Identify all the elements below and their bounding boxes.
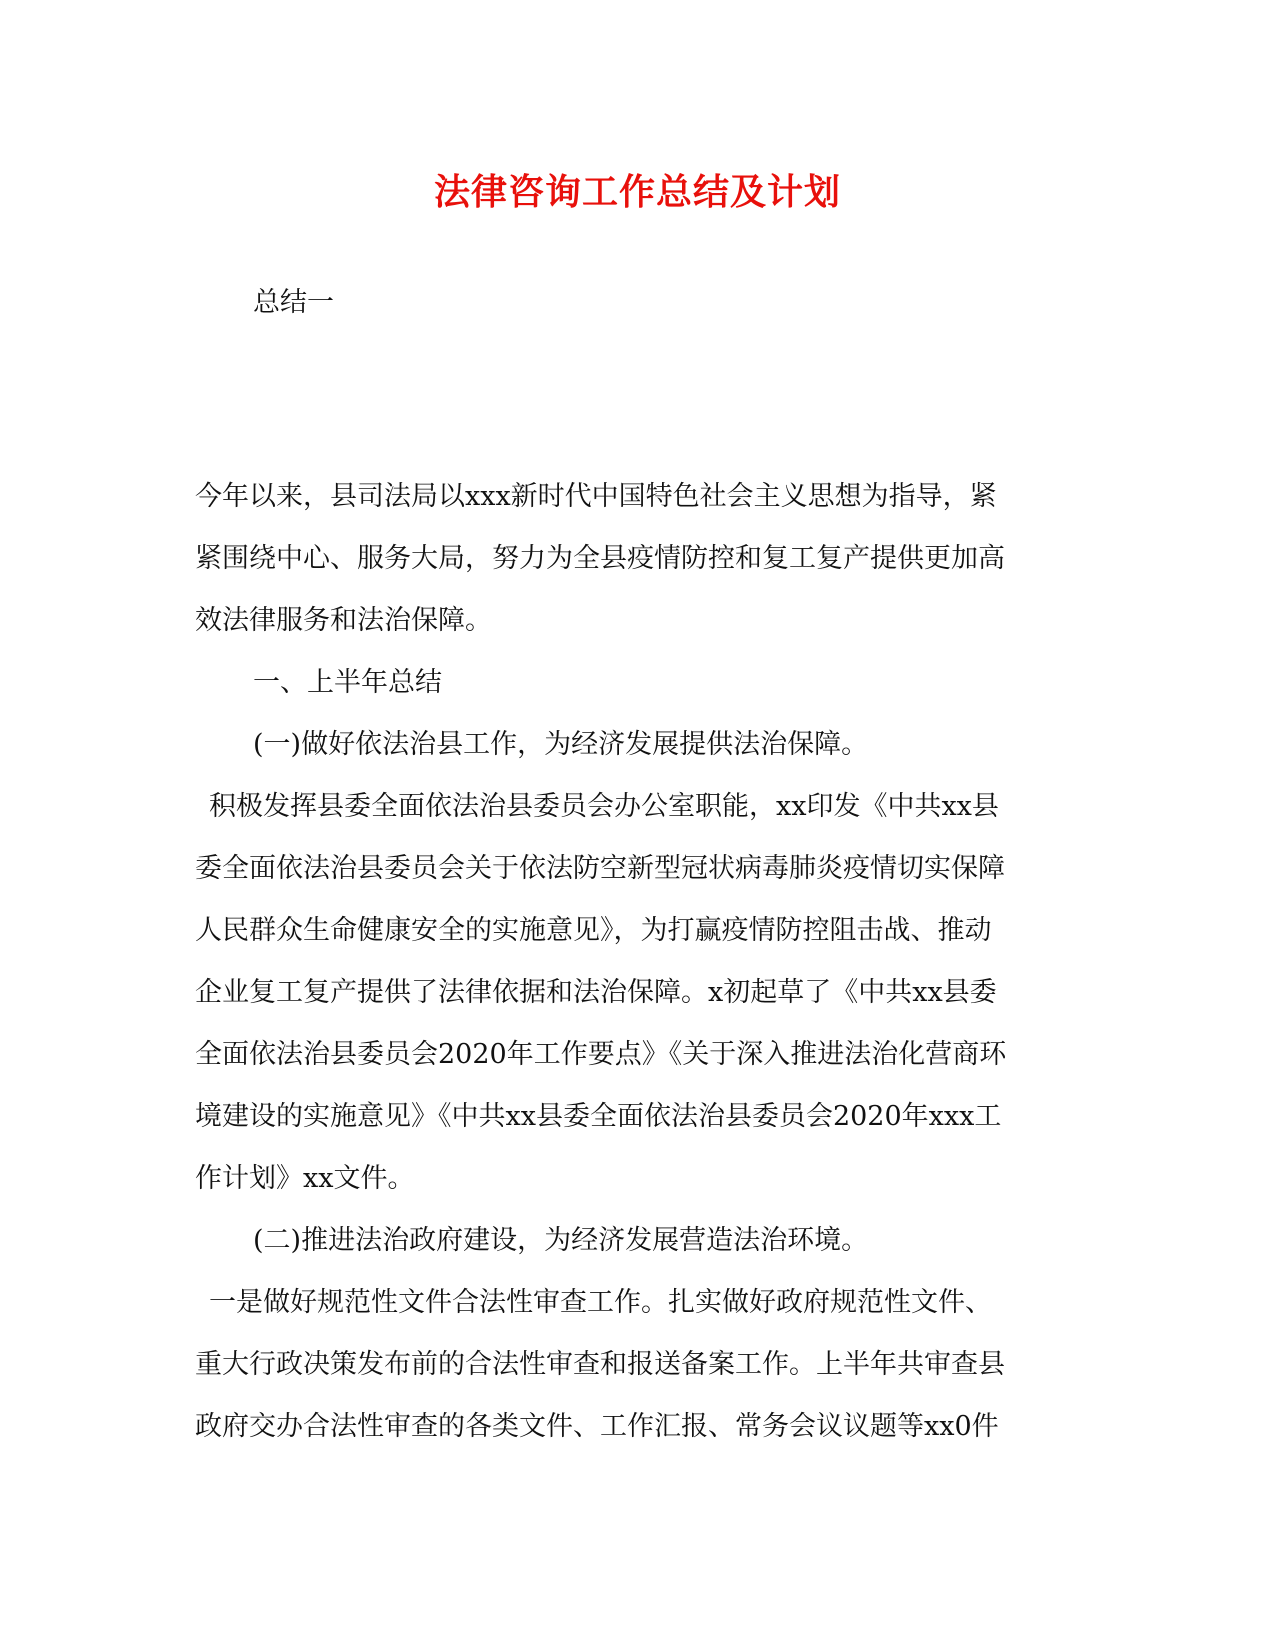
paragraph-line: 效法律服务和法治保障。	[195, 605, 492, 636]
paragraph-line: 境建设的实施意见》《中共xx县委全面依法治县委员会2020年xxx工	[195, 1101, 1002, 1132]
paragraph-line: 全面依法治县委员会2020年工作要点》《关于深入推进法治化营商环	[195, 1039, 1007, 1070]
paragraph-line: 企业复工复产提供了法律依据和法治保障。x初起草了《中共xx县委	[195, 977, 997, 1008]
paragraph-line: 政府交办合法性审查的各类文件、工作汇报、常务会议议题等xx0件	[195, 1411, 999, 1442]
paragraph-line: 作计划》xx文件。	[195, 1163, 415, 1194]
paragraph-line: 一是做好规范性文件合法性审查工作。扎实做好政府规范性文件、	[209, 1287, 992, 1318]
paragraph-line: 积极发挥县委全面依法治县委员会办公室职能，xx印发《中共xx县	[209, 791, 999, 822]
paragraph-line: 重大行政决策发布前的合法性审查和报送备案工作。上半年共审查县	[195, 1349, 1005, 1380]
paragraph-line: 人民群众生命健康安全的实施意见》，为打赢疫情防控阻击战、推动	[195, 915, 992, 946]
paragraph-line: 紧围绕中心、服务大局，努力为全县疫情防控和复工复产提供更加高	[195, 543, 1005, 574]
section-heading: 一、上半年总结	[253, 667, 442, 698]
section-subheading: 总结一	[253, 287, 334, 318]
subsection-heading: (一)做好依法治县工作，为经济发展提供法治保障。	[253, 729, 869, 760]
paragraph-line: 委全面依法治县委员会关于依法防空新型冠状病毒肺炎疫情切实保障	[195, 853, 1005, 884]
paragraph-line: 今年以来，县司法局以xxx新时代中国特色社会主义思想为指导，紧	[195, 481, 997, 512]
subsection-heading: (二)推进法治政府建设，为经济发展营造法治环境。	[253, 1225, 869, 1256]
document-title: 法律咨询工作总结及计划	[433, 171, 841, 213]
